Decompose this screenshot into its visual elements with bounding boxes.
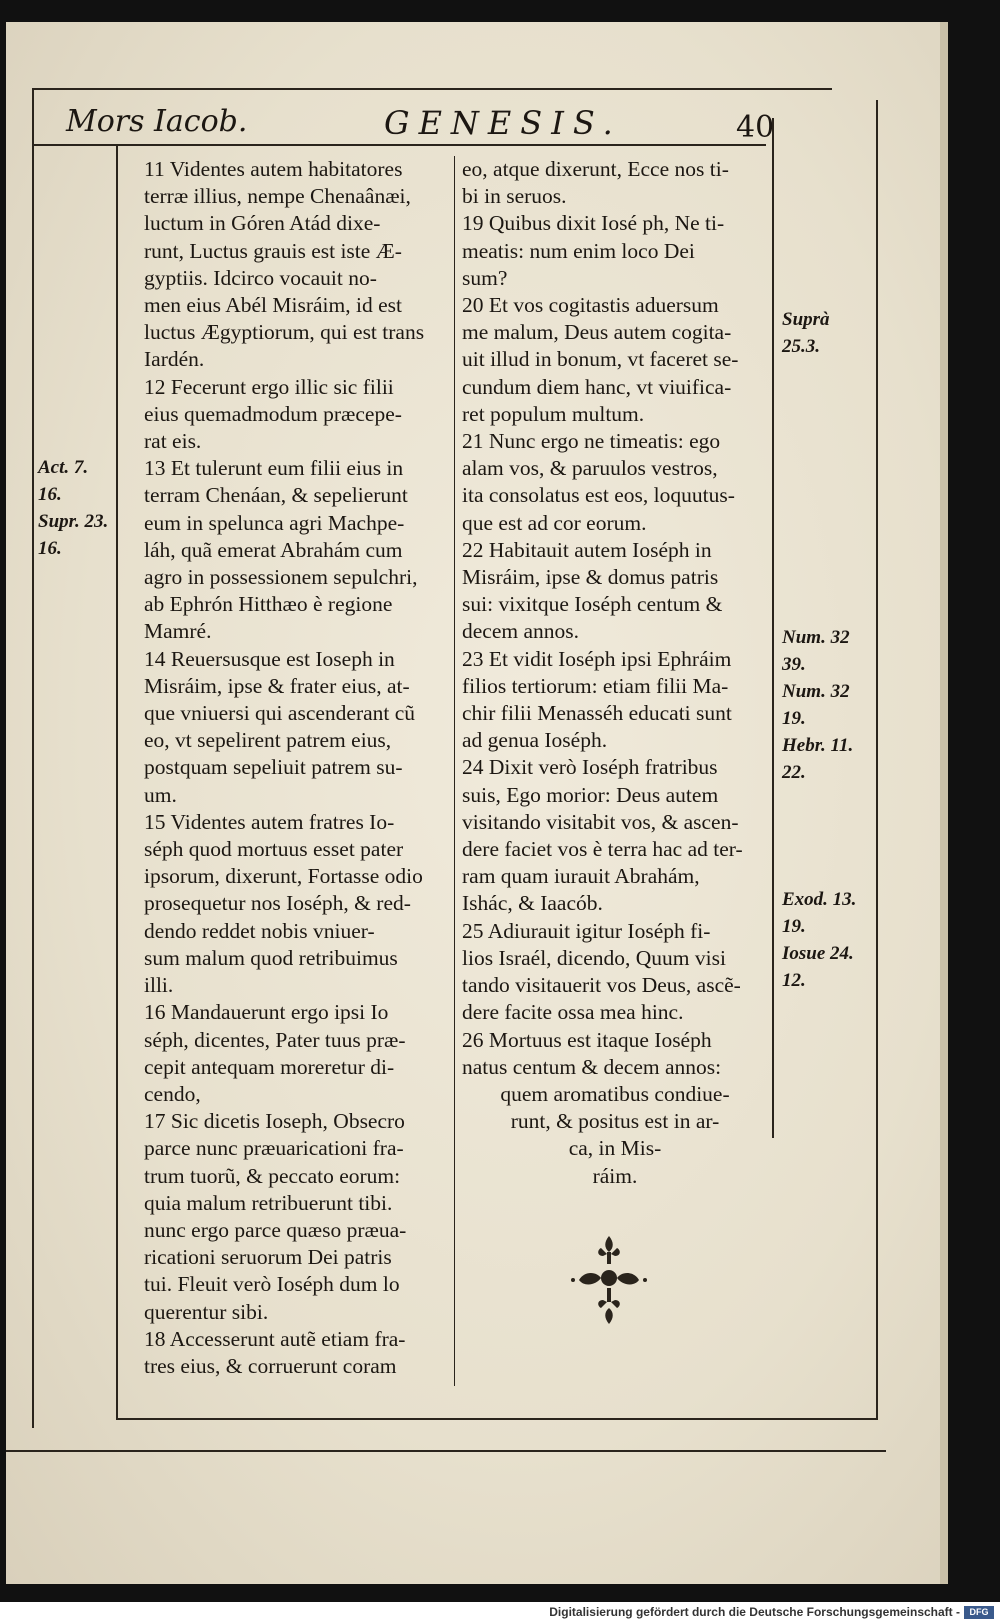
- text-line: terræ illius, nempe Chenaânæi,: [144, 184, 411, 209]
- header-top-rule: [32, 88, 832, 90]
- text-line: chir filii Menasséh educati sunt: [462, 701, 732, 726]
- text-line: 11 Videntes autem habitatores: [144, 157, 403, 181]
- text-column-right: [462, 156, 768, 1190]
- text-line: 24 Dixit verò Ioséph fratribus: [462, 755, 718, 780]
- text-line: parce nunc præuaricationi fra-: [144, 1136, 404, 1161]
- text-line: tando visitauerit vos Deus, ascẽ-: [462, 973, 741, 998]
- margin-notes-left: [38, 454, 128, 562]
- text-line: trum tuorũ, & peccato eorum:: [144, 1163, 401, 1188]
- text-line: querentur sibi.: [144, 1299, 269, 1324]
- text-line: ret populum multum.: [462, 401, 645, 426]
- text-line: sum?: [462, 265, 508, 290]
- text-line: ca, in Mis-: [568, 1136, 662, 1161]
- text-line: séph, dicentes, Pater tuus præ-: [144, 1027, 406, 1052]
- text-line: Ishác, & Iaacób.: [462, 891, 603, 916]
- text-line: ram quam iurauit Abrahám,: [462, 864, 700, 889]
- margin-note: Iosue 24.: [782, 943, 854, 964]
- text-line: Mamré.: [144, 619, 212, 644]
- margin-note: Hebr. 11.: [782, 735, 854, 756]
- text-line: eo, atque dixerunt, Ecce nos ti-: [462, 157, 729, 181]
- margin-note: Supr. 23.: [38, 511, 109, 532]
- text-line: sum malum quod retribuimus: [144, 945, 398, 970]
- text-line: natus centum & decem annos:: [462, 1054, 722, 1079]
- text-line: Misráim, ipse & domus patris: [462, 565, 719, 590]
- text-line: me malum, Deus autem cogita-: [462, 320, 732, 345]
- text-line: uit illud in bonum, vt faceret se-: [462, 347, 739, 372]
- text-line: 23 Et vidit Ioséph ipsi Ephráim: [462, 646, 732, 671]
- text-column-left: [144, 156, 460, 1380]
- text-line: meatis: num enim loco Dei: [462, 238, 695, 263]
- bottom-inner-rule: [116, 1418, 876, 1420]
- text-line: quem aromatibus condiue-: [500, 1081, 730, 1106]
- page-number: 40: [736, 110, 775, 145]
- text-line: um.: [144, 782, 177, 807]
- text-line: láh, quã emerat Abrahám cum: [144, 537, 403, 562]
- text-line: ricationi seruorum Dei patris: [144, 1245, 392, 1270]
- text-line: 26 Mortuus est itaque Ioséph: [462, 1027, 712, 1052]
- header-bottom-rule: [32, 144, 766, 146]
- margin-note: 25.3.: [782, 336, 820, 357]
- text-line: 12 Fecerunt ergo illic sic filii: [144, 374, 394, 399]
- text-line: eo, vt sepelirent patrem eius,: [144, 728, 392, 753]
- text-line: runt, Luctus grauis est iste Æ-: [144, 238, 402, 263]
- text-line: ita consolatus est eos, loquutus-: [462, 483, 735, 508]
- text-line: prosequetur nos Ioséph, & red-: [144, 891, 411, 916]
- bottom-outer-rule: [6, 1450, 886, 1452]
- text-line: Misráim, ipse & frater eius, at-: [144, 673, 410, 698]
- margin-notes-right: [782, 306, 882, 994]
- text-line: bi in seruos.: [462, 184, 567, 209]
- text-line: terram Chenáan, & sepelierunt: [144, 483, 408, 508]
- margin-note: 19.: [782, 916, 806, 937]
- text-line: luctum in Góren Atád dixe-: [144, 211, 381, 236]
- text-line: visitando visitabit vos, & ascen-: [462, 809, 739, 834]
- text-line: decem annos.: [462, 619, 580, 644]
- text-line: agro in possessionem sepulchri,: [144, 565, 418, 590]
- text-line: illi.: [144, 973, 174, 998]
- text-line: runt, & positus est in ar-: [510, 1109, 720, 1134]
- margin-note: 19.: [782, 708, 806, 729]
- text-line: cendo,: [144, 1081, 201, 1106]
- text-line: 19 Quibus dixit Iosé ph, Ne ti-: [462, 211, 725, 236]
- text-line: 22 Habitauit autem Ioséph in: [462, 537, 712, 562]
- fleuron-ornament-icon: [571, 1232, 647, 1328]
- text-line: que est ad cor eorum.: [462, 510, 647, 535]
- text-line: 17 Sic dicetis Ioseph, Obsecro: [144, 1109, 405, 1134]
- text-line: postquam sepeliuit patrem su-: [144, 755, 403, 780]
- text-line: 21 Nunc ergo ne timeatis: ego: [462, 429, 721, 454]
- text-line: 14 Reuersusque est Ioseph in: [144, 646, 395, 671]
- text-line: nunc ergo parce quæso præua-: [144, 1217, 407, 1242]
- text-line: filios tertiorum: etiam filii Ma-: [462, 673, 729, 698]
- text-line: dendo reddet nobis vniuer-: [144, 918, 375, 943]
- text-line: sui: vixitque Ioséph centum &: [462, 592, 723, 617]
- margin-note: 16.: [38, 484, 62, 505]
- margin-note: Act. 7.: [38, 457, 89, 478]
- text-line: cundum diem hanc, vt viuifica-: [462, 374, 732, 399]
- margin-note: Exod. 13.: [782, 889, 857, 910]
- running-head-left: Mors Iacob.: [66, 104, 248, 139]
- text-line: eum in spelunca agri Machpe-: [144, 510, 405, 535]
- text-line: que vniuersi qui ascenderant cũ: [144, 701, 416, 726]
- margin-note: Num. 32: [782, 627, 850, 648]
- text-line: gyptiis. Idcirco vocauit no-: [144, 265, 377, 290]
- outer-left-rule: [32, 88, 34, 1428]
- text-line: ipsorum, dixerunt, Fortasse odio: [144, 864, 423, 889]
- inner-right-rule: [772, 118, 774, 1138]
- text-line: dere facite ossa mea hinc.: [462, 1000, 684, 1025]
- text-line: quia malum retribuerunt tibi.: [144, 1190, 393, 1215]
- dfg-logo: DFG: [964, 1606, 994, 1619]
- footer-credit: Digitalisierung gefördert durch die Deutsche Forschungsgemeinschaft -: [549, 1605, 960, 1619]
- text-line: ad genua Ioséph.: [462, 728, 608, 753]
- book-page: [6, 22, 948, 1584]
- text-line: 13 Et tulerunt eum filii eius in: [144, 456, 404, 481]
- margin-note: Suprà: [782, 309, 830, 330]
- text-line: men eius Abél Misráim, id est: [144, 293, 402, 318]
- inner-left-rule: [116, 146, 118, 1418]
- text-line: lios Israél, dicendo, Quum visi: [462, 945, 726, 970]
- text-line: ab Ephrón Hitthæo è regione: [144, 592, 393, 617]
- text-line: tui. Fleuit verò Ioséph dum lo: [144, 1272, 400, 1297]
- text-line: tres eius, & corruerunt coram: [144, 1353, 397, 1378]
- text-line: 20 Et vos cogitastis aduersum: [462, 293, 719, 318]
- text-line: 25 Adiurauit igitur Ioséph fi-: [462, 918, 711, 943]
- text-line: rat eis.: [144, 429, 202, 454]
- digitization-footer: [0, 1602, 1000, 1622]
- text-line: Iardén.: [144, 347, 205, 372]
- margin-note: 16.: [38, 538, 62, 559]
- text-line: alam vos, & paruulos vestros,: [462, 456, 718, 481]
- running-head-title: GENESIS.: [384, 104, 622, 142]
- text-line: ráim.: [592, 1163, 638, 1188]
- text-line: eius quemadmodum præcepe-: [144, 401, 402, 426]
- margin-note: 12.: [782, 970, 806, 991]
- text-line: 15 Videntes autem fratres Io-: [144, 809, 395, 834]
- text-line: dere faciet vos è terra hac ad ter-: [462, 837, 743, 862]
- margin-note: Num. 32: [782, 681, 850, 702]
- text-line: séph quod mortuus esset pater: [144, 837, 404, 862]
- text-line: cepit antequam moreretur di-: [144, 1054, 395, 1079]
- text-line: luctus Ægyptiorum, qui est trans: [144, 320, 425, 345]
- text-line: 16 Mandauerunt ergo ipsi Io: [144, 1000, 389, 1025]
- text-line: suis, Ego morior: Deus autem: [462, 782, 719, 807]
- text-line: 18 Accesserunt autẽ etiam fra-: [144, 1326, 406, 1351]
- margin-note: 39.: [782, 654, 806, 675]
- margin-note: 22.: [782, 762, 806, 783]
